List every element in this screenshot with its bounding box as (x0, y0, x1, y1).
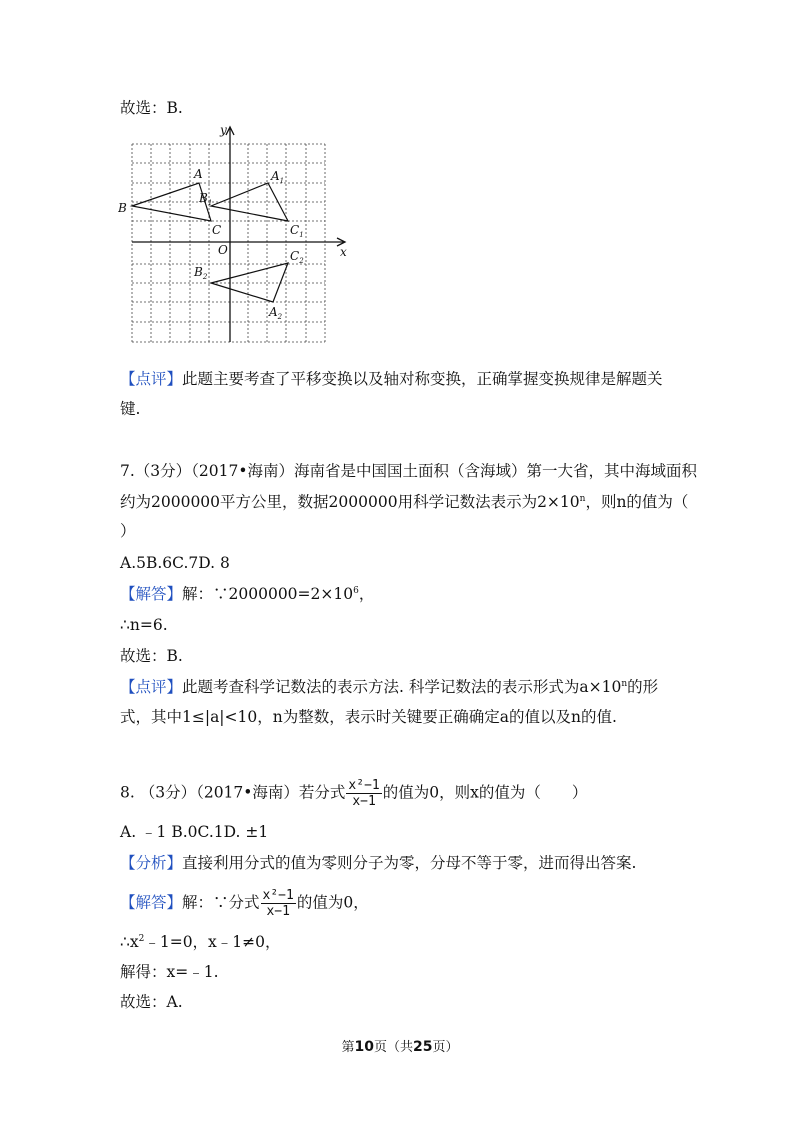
label-C2: $C_2$ (290, 249, 304, 265)
analysis-tag: 【分析】 (120, 854, 183, 872)
comment-6-line2: 键. (120, 400, 141, 418)
grid-lines (132, 144, 325, 342)
q7-options: A.5B.6C.7D. 8 (120, 554, 230, 572)
label-C: C (212, 223, 222, 237)
q8-analysis: 【分析】直接利用分式的值为零则分子为零，分母不等于零，进而得出答案. (120, 854, 637, 872)
q7-stem-line1: 7.（3分）（2017•海南）海南省是中国国土面积（含海域）第一大省，其中海域面积 (120, 462, 697, 480)
fraction: $\frac{\text{x²−1}}{x-1}$ (348, 778, 380, 809)
q8-stem: 8. （3分）（2017•海南）若分式 $\frac{\text{x²−1}}{x-1}$ 的值为0，则x的值为（ ） (120, 778, 588, 809)
label-A1: $A_1$ (271, 169, 285, 185)
comment-6-line1: 【点评】此题主要考查了平移变换以及轴对称变换，正确掌握变换规律是解题关 (120, 370, 663, 388)
q7-stem-line2: 约为2000000平方公里，数据2000000用科学记数法表示为$2\times 10^n$，则n的值为（ (120, 493, 689, 511)
q8-step1: $\therefore x^2﹣1=0$，x﹣1≠0， (120, 933, 281, 951)
axes (132, 127, 345, 342)
q7-comment-line2: 式，其中1≤|a|<10，n为整数，表示时关键要正确确定a的值以及n的值. (120, 708, 617, 726)
label-A2: $A_2$ (269, 305, 283, 321)
label-C1: $C_1$ (290, 223, 304, 239)
page-footer: 第10页（共25页） (341, 1039, 459, 1055)
q7-solution: 【解答】解：$\because 2000000=2\times 10^6$， (120, 585, 375, 603)
solution-tag: 【解答】 (120, 585, 183, 603)
label-B: B (118, 201, 127, 215)
q7-stem-line3: ） (120, 522, 136, 540)
label-A: A (194, 167, 203, 181)
q8-step2: 解得：x=﹣1. (120, 963, 219, 981)
y-axis-label: y (220, 123, 227, 137)
q7-therefore: ∴n=6. (120, 616, 168, 634)
q8-solution: 【解答】解：∵分式 $\frac{\text{x²−1}}{x-1}$ 的值为0， (120, 888, 369, 919)
coordinate-grid-figure (118, 122, 358, 347)
q8-answer: 故选：A. (120, 993, 183, 1011)
label-B2: $B_2$ (194, 265, 208, 281)
fraction: $\frac{\text{x²−1}}{x-1}$ (262, 888, 294, 919)
x-axis-label: x (340, 245, 347, 259)
prev-answer: 故选：B. (120, 99, 183, 117)
comment-tag: 【点评】 (120, 678, 183, 696)
label-B1: $B_1$ (199, 191, 213, 207)
q7-comment-line1: 【点评】此题考查科学记数法的表示方法. 科学记数法的表示形式为$a\times 10^n$的形 (120, 678, 659, 696)
origin-label: O (218, 243, 228, 257)
comment-tag: 【点评】 (120, 370, 183, 388)
solution-tag: 【解答】 (120, 893, 183, 912)
q8-options: A. ﹣1 B.0C.1D. ±1 (120, 823, 269, 841)
q7-answer: 故选：B. (120, 647, 183, 665)
